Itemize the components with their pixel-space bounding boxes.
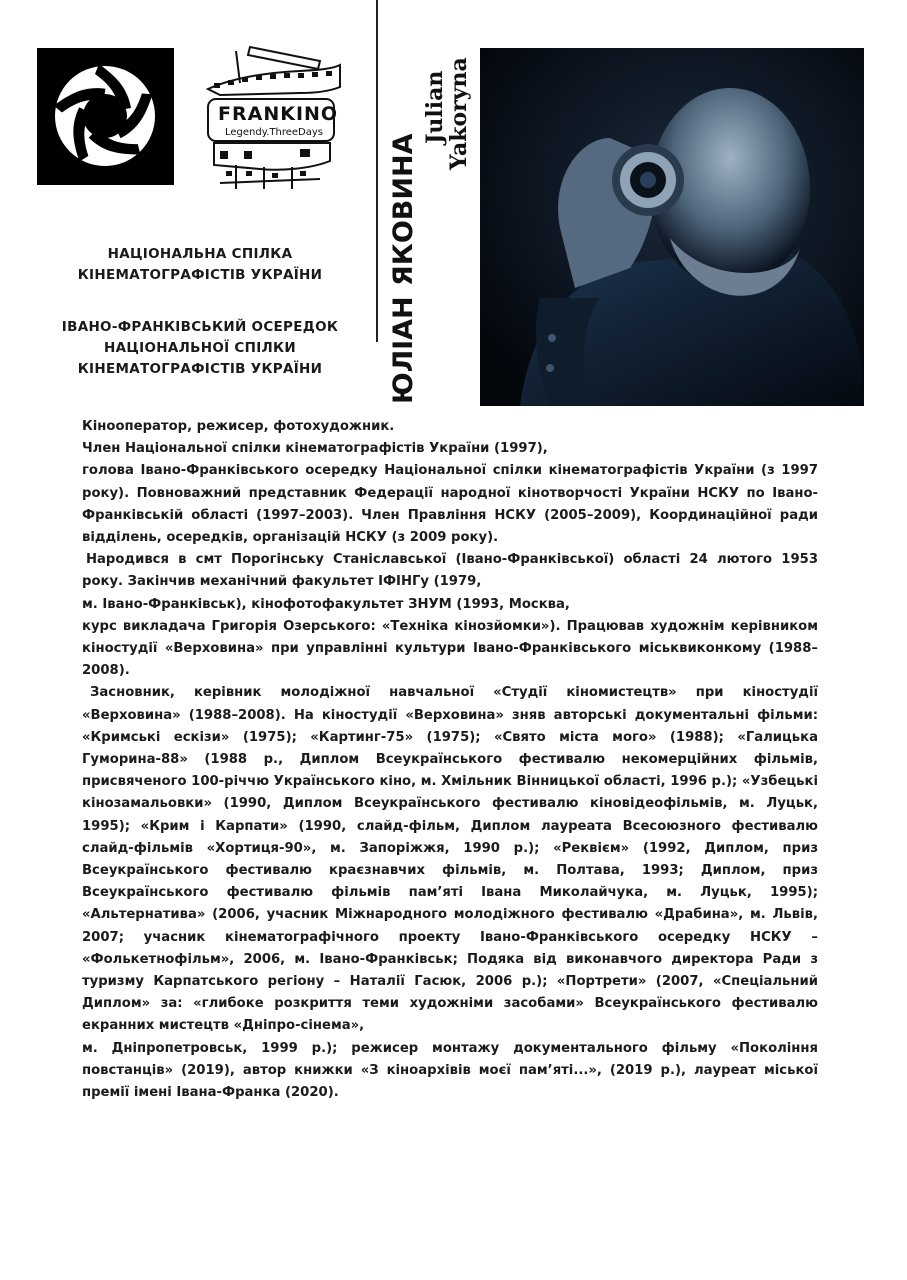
org-line: КІНЕМАТОГРАФІСТІВ УКРАЇНИ bbox=[77, 361, 323, 377]
org-line: НАЦІОНАЛЬНА СПІЛКА bbox=[107, 246, 293, 262]
bio-paragraph: курс викладача Григорія Озерського: «Техніка кінозйомки»). Працював художнім керівником кіностудії «Верховина» при управлінні культури Івано-Франківського міськвиконкому (1988–2008). bbox=[82, 618, 818, 679]
portrait-man-with-lens-icon bbox=[480, 48, 864, 406]
biography-text bbox=[82, 416, 818, 1104]
name-cyr-last: ЯКОВИНА bbox=[388, 133, 419, 286]
name-latin-last: Yakoryna bbox=[446, 57, 472, 170]
bio-paragraph: м. Дніпропетровськ, 1999 р.); режисер монтажу документального фільму «Покоління повстанців» (2019), автор книжки «З кіноархівів моєї пам’яті...», (2019 р.), лауреат міської премії імені Івана-Франка (2020). bbox=[82, 1040, 818, 1101]
nsku-logo bbox=[37, 48, 174, 185]
name-latin-first: Julian bbox=[422, 70, 448, 144]
bio-paragraph: м. Івано-Франківськ), кінофотофакультет ЗНУМ (1993, Москва, bbox=[82, 596, 570, 612]
divider-line bbox=[376, 0, 378, 342]
bio-paragraph: Кінооператор, режисер, фотохудожник. bbox=[82, 419, 395, 434]
org-line: НАЦІОНАЛЬНОЇ СПІЛКИ bbox=[104, 340, 296, 356]
org-line: ІВАНО-ФРАНКІВСЬКИЙ ОСЕРЕДОК bbox=[61, 319, 339, 335]
bio-paragraph: Член Національної спілки кінематографістів України (1997), bbox=[82, 441, 548, 457]
bio-paragraph: голова Івано-Франківського осередку Національної спілки кінематографістів України (з 1997 року). Повноважний представник Федерації народної кінотворчості України НСКУ по Івано-Франківській області (1997–2003). Член Правління НСКУ (2005–2009), Координаційної ради відділень, осередків, організацій НСКУ (з 2009 року). bbox=[82, 463, 818, 546]
bio-paragraph: Народився в смт Порогінську Станіславської (Івано-Франківської) області 24 лютого 1953 року. Закінчив механічний факультет ІФІНГу (1979, bbox=[82, 552, 818, 590]
frankino-subtitle: Legendy.ThreeDays bbox=[224, 127, 323, 138]
portrait-photo bbox=[480, 48, 864, 406]
org-line: КІНЕМАТОГРАФІСТІВ УКРАЇНИ bbox=[77, 267, 323, 283]
org-name-national bbox=[20, 244, 380, 286]
frankino-title: FRANKINO bbox=[218, 103, 339, 125]
aperture-icon bbox=[37, 48, 174, 185]
name-cyr-first: ЮЛІАН bbox=[388, 296, 419, 404]
org-name-regional bbox=[20, 317, 380, 380]
bio-paragraph: Засновник, керівник молодіжної навчальної «Студії кіномистецтв» при кіностудії «Верховина» (1988–2008). На кіностудії «Верховина» зняв авторські документальні фільми: «Кримські ескізи» (1975); «Картинг-75» (1975); «Свято міста мого» (1988); «Галицька Гуморина-88» (1988 р., Диплом Всеукраїнського фестивалю некомерційних фільмів, присвяченого 100-річчю Українського кіно, м. Хмільник Вінницької області, 1996 р.); «Узбецькі кінозамальовки» (1990, Диплом Всеукраїнського фестивалю кіновідеофільмів, м. Луцьк, 1995); «Крим і Карпати» (1990, слайд-фільм, Диплом лауреата Всесоюзного фестивалю слайд-фільмів «Хортиця-90», м. Запоріжжя, 1990 р.); «Реквієм» (1992, Диплом, приз Всеукраїнського фестивалю краєзнавчих фільмів, м. Полтава, 1993; Диплом, приз Всеукраїнського фестивалю фільмів пам’яті Івана Миколайчука, м. Луцьк, 1995); «Альтернатива» (2006, учасник Міжнародного молодіжного фестивалю «Драбина», м. Львів, 2007; учасник кінематографічного проекту Івано-Франківського осередку НСКУ – «Фолькетнофільм», 2006, м. Івано-Франківськ; Подяка від виконавчого директора Ради з туризму Карпатського регіону – Наталії Гасюк, 2006 р.); «Портрети» (2007, «Спеціальний Диплом» за: «глибоке розкриття теми художніми засобами» Всеукраїнського фестивалю екранних мистецтв «Дніпро-сінема», bbox=[82, 685, 818, 1034]
vertical-name bbox=[386, 48, 474, 406]
